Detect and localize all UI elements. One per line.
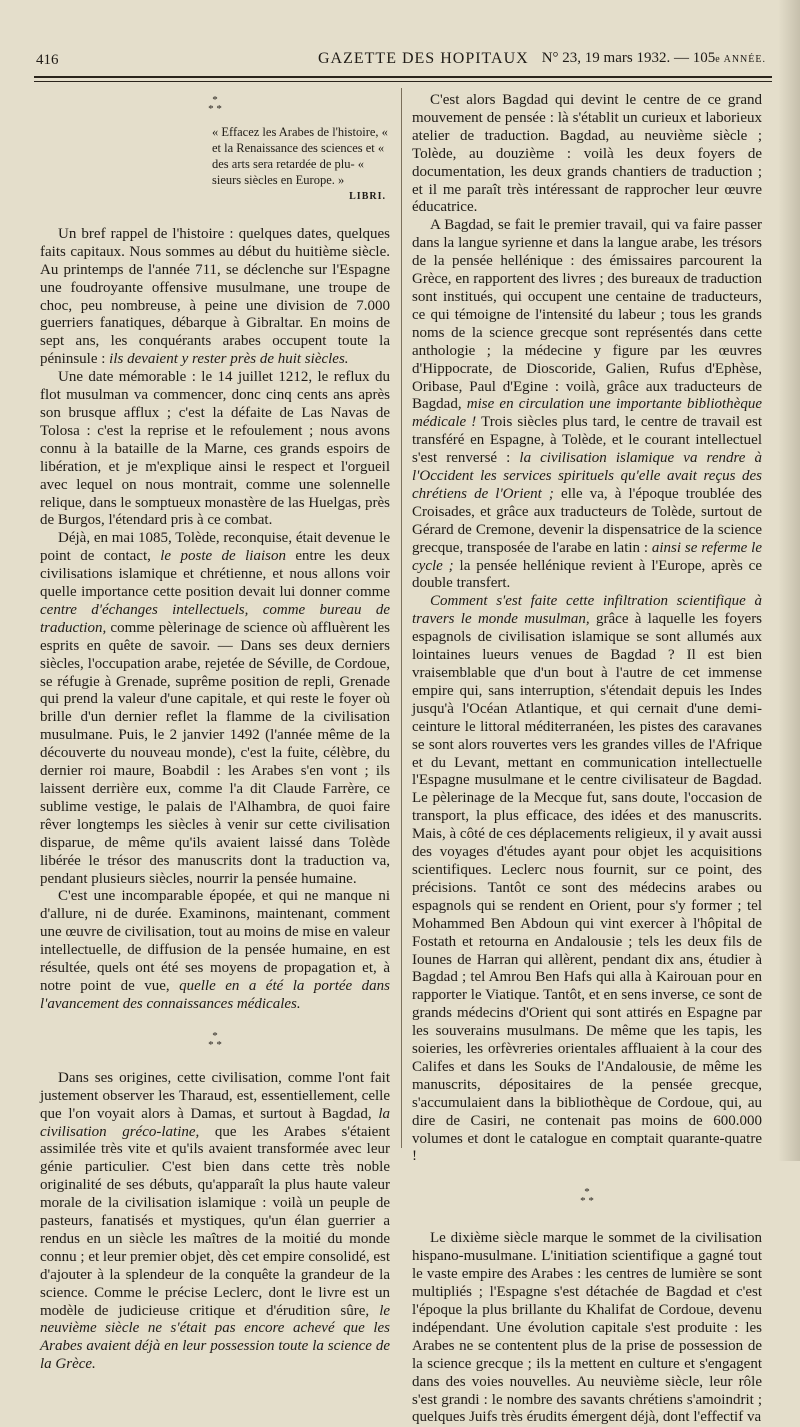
paragraph: C'est une incomparable épopée, et qui ne manque ni d'allure, ni de durée. Examinons, maintenant, comment une œuvre de civilisation, tout au moins de mise en valeur intellectuelle, de diffusion de la pensée humaine, en est résultée, quels ont été ses moyens de propagation et, à notre point de vue, quelle en a été la portée dans l'avancement des connaissances médicales. xyxy=(40,888,390,1012)
column-divider xyxy=(401,88,402,1148)
right-column xyxy=(412,92,762,1427)
header-rule-thick xyxy=(34,76,772,78)
journal-title: GAZETTE DES HOPITAUX xyxy=(318,50,529,67)
paragraph: Un bref rappel de l'histoire : quelques dates, quelques faits capitaux. Nous sommes au début du huitième siècle. Au printemps de l'année 711, se déclenche sur l'Espagne une foudroyante offensive musulmane, une troupe de choc, peu nombreuse, à peine une division de 7.000 guerriers fanatiques, débarque à Gibraltar. En moins de sept ans, les conquérants arabes occupent toute la péninsule : ils devaient y rester près de huit siècles. xyxy=(40,225,390,368)
paragraph: Déjà, en mai 1085, Tolède, reconquise, était devenue le point de contact, le poste de liaison entre les deux civilisations islamique et chrétienne, et nous allons voir quelle importance cette position devait lui donner comme centre d'échanges intellectuels, comme bureau de traduction, comme pèlerinage de science où affluèrent les esprits en quête de savoir. — Dans ses deux derniers siècles, l'occupation arabe, rejetée de Séville, de Cordoue, se réfugie à Grenade, suprême position de repli, Grenade qui prend la valeur d'une capitale, et qui reste le foyer où brille d'un dernier reflet la flamme de la civilisation musulmane. Puis, le 2 janvier 1492 (l'année même de la découverte du nouveau monde), c'est la fuite, célèbre, du dernier roi maure, Boabdil : les Arabes s'en vont ; ils laissent derrière eux, comme l'a dit Claude Farrère, ce sublime vestige, le palais de l'Alhambra, de quoi faire rêver longtemps les siècles à venir sur cette civilisation disparue, de même qu'ils avaient laissé dans Tolède libérée le trésor des manuscrits dont la traduction va, pendant plusieurs siècles, nourrir la pensée humaine. xyxy=(40,530,391,887)
epigraph-quote: « Effacez les Arabes de l'histoire, « et la Renaissance des sciences et « des arts sera retardée de plu- « sieurs siècles en Europe. » xyxy=(212,125,388,187)
section-stars: * * * xyxy=(208,1029,222,1051)
issue-year-suffix: e ANNÉE. xyxy=(715,54,766,65)
paragraph: Comment s'est faite cette infiltration scientifique à travers le monde musulman, grâce à laquelle les foyers espagnols de civilisation islamique se sont allumés aux lointaines lueurs venues de Bagdad ? Il est bien vraisemblable que d'un bout à l'autre de cet immense empire qui, sans interruption, s'étendait depuis les Indes jusqu'à l'Océan Atlantique, et qui cernait d'une demi-ceinture le littoral méditerranéen, les pistes des caravanes se sont alors rouvertes vers les grandes villes de l'Afrique et du Levant, mettant en communication intellectuelle l'Espagne musulmane et le centre civilisateur de Bagdad. Le pèlerinage de la Mecque fut, sans doute, l'occasion de transport, la plus efficace, des idées et des manuscrits. Mais, à côté de ces déplacements religieux, il y avait aussi des voyages d'études ayant pour objet les acquisitions scientifiques. Leclerc nous fournit, sur ce point, des précisions. Tantôt ce sont des médecins arabes ou espagnols qui se rendent en Orient, pour s'y former ; tel Mohammed Ben Abdoun qui vint exercer à l'hôpital de Fostath et retourna en Andalousie ; tels les deux fils de Iounes de Harran qui allèrent, pendant dix ans, étudier à Bagdad ; tel Amrou Ben Hafs qui alla à Kairouan pour en rapporter le Viatique. Tantôt, et en sens inverse, ce sont de grands médecins d'Orient qui sont attirés en Espagne par les souverains musulmans. De même que les tapis, les soieries, les orfèvreries orientales affluaient à la cour des Califes et dans les Souks de l'Andalousie, de même les manuscrits, dépositaires de la pensée grecque, s'accumulaient dans la bibliothèque de Cordoue, qui, au dire de Casiri, ne contenait pas moins de 600.000 volumes et dont le catalogue en comptait quarante-quatre ! xyxy=(412,593,763,1165)
paragraph: C'est alors Bagdad qui devint le centre de ce grand mouvement de pensée : là s'établit un curieux et laborieux atelier de traduction. Bagdad, au neuvième siècle ; Tolède, au douzième : voilà les deux foyers de documentation, les deux grands chantiers de traduction ; et il me paraît très intéressant de rapprocher leur œuvre éducatrice. xyxy=(412,92,762,216)
page-header xyxy=(36,50,766,74)
section-stars: * * * xyxy=(580,1186,594,1208)
paragraph: Le dixième siècle marque le sommet de la civilisation hispano-musulmane. L'initiation scientifique a gagné tout le vaste empire des Arabes : les centres de lumière se sont multipliés ; l'Espagne s'est détachée de Bagdad et c'est l'époque la plus brillante du Khalifat de Cordoue, devenu indépendant. Une évolution capitale s'est produite : les Arabes ne se contentent plus de la prise de possession de la science grecque ; ils la mettent en culture et s'engagent dans des voies nouvelles. Au neuvième siècle, leur rôle s'est grandi : le nombre des savants chrétiens s'amoindrit ; quelques Juifs très érudits émergent déjà, dont l'effectif va xyxy=(412,1230,762,1426)
paragraph: Une date mémorable : le 14 juillet 1212, le reflux du flot musulman va commencer, donc cinq cents ans après son brusque afflux ; c'est la défaite de Las Navas de Tolosa : c'est la reprise et le refoulement ; nous avons connu à la bataille de la Marne, ces grands espoirs de libération, et je m'explique ainsi le respect et l'orgueil avec lequel on nous montrait, comme une solennelle relique, dans le somptueux monastère de las Huelgas, près de Burgos, l'étendard pris à ce combat. xyxy=(40,369,390,529)
issue-info xyxy=(542,50,766,67)
epigraph-source: LIBRI. xyxy=(349,191,386,202)
issue-date: N° 23, 19 mars 1932. — 105 xyxy=(541,50,716,66)
left-column xyxy=(40,92,390,1374)
header-rule-thin xyxy=(34,81,772,82)
section-stars: * * * xyxy=(208,94,222,115)
paragraph: Dans ses origines, cette civilisation, comme l'ont fait justement observer les Tharaud, est, essentiellement, celle que l'on voyait alors à Damas, et surtout à Bagdad, la civilisation gréco-latine, que les Arabes s'étaient assimilée très vite et qu'ils avaient transformée avec leur génie particulier. C'est bien dans cette très noble originalité de ses débuts, qu'apparaît la plus haute valeur morale de la civilisation islamique : voilà un peuple de pasteurs, fanatisés et mystiques, qu'un élan guerrier a rendus en un siècle les maîtres de la moitié du monde connu ; et leur premier objet, dès cet empire consolidé, est d'ajouter à la splendeur de la conquête la grandeur de la science. Comme le précise Leclerc, dont le livre est un modèle de judicieuse critique et d'érudition sûre, le neuvième siècle ne s'était pas encore achevé que les Arabes avaient déjà en leur possession toute la science de la Grèce. xyxy=(40,1069,391,1373)
paragraph: A Bagdad, se fait le premier travail, qui va faire passer dans la langue syrienne et dans la langue arabe, les trésors de la pensée hellénique : des émissaires parcourent la Grèce, en rapportent des livres ; des bureaux de traduction sont institués, qui occupent une centaine de traducteurs, ce qui témoigne de l'intensité du labeur ; tous les grands noms de la science grecque sont représentés dans cette anthologie ; la médecine y figure par les œuvres d'Hippocrate, de Dioscoride, Galien, Rufus d'Ephèse, Oribase, Paul d'Egine : voilà, grâce aux traducteurs de Bagdad, mise en circulation une importante bibliothèque médicale ! Trois siècles plus tard, le centre de travail est transféré en Espagne, à Tolède, et le courant intellectuel s'est renversé : la civilisation islamique va rendre à l'Occident les services spirituels qu'elle avait reçus des chrétiens de l'Orient ; elle va, à l'époque troublée des Croisades, et grâce aux traducteurs de Tolède, surtout de Gérard de Cremone, devenir la dispensatrice de la science grecque, transposée de l'arabe en latin : ainsi se referme le cycle ; la pensée hellénique revient à l'Europe, après ce double transfert. xyxy=(412,217,763,592)
page-number: 416 xyxy=(36,52,59,68)
